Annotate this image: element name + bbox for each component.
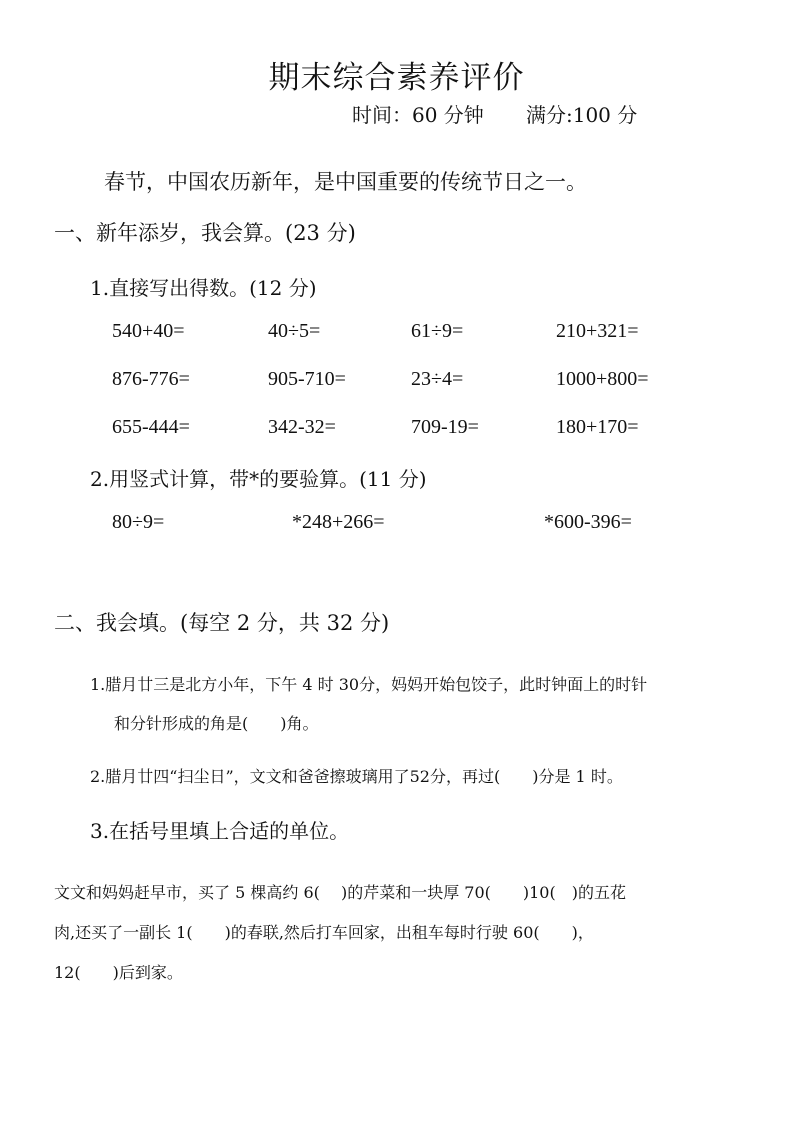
calc-item: 180+170= xyxy=(556,416,639,438)
fill-q2: 2.腊月廿四“扫尘日”，文文和爸爸擦玻璃用了52分，再过( )分是 1 时。 xyxy=(90,767,623,786)
calc-item: 210+321= xyxy=(556,320,639,342)
calc-item: 23÷4= xyxy=(411,368,464,390)
fill-q3-line2: 肉,还买了一副长 1( )的春联,然后打车回家，出租车每时行驶 60( )， xyxy=(54,923,594,942)
calc-item: 876-776= xyxy=(112,368,190,390)
q1-heading: 1.直接写出得数。(12 分) xyxy=(90,276,317,300)
calc-item: 905-710= xyxy=(268,368,346,390)
calc-item: 709-19= xyxy=(411,416,479,438)
fill-q3-heading: 3.在括号里填上合适的单位。 xyxy=(90,819,350,843)
fill-q1-line2: 和分针形成的角是( )角。 xyxy=(114,714,319,733)
section2-heading: 二、我会填。(每空 2 分，共 32 分) xyxy=(54,611,390,635)
section1-heading: 一、新年添岁，我会算。(23 分) xyxy=(54,221,356,245)
calc-item: 540+40= xyxy=(112,320,185,342)
fill-q3-line1: 文文和妈妈赶早市，买了 5 棵高约 6( )的芹菜和一块厚 70( )10( )的五花 xyxy=(54,883,626,902)
calc-item: 61÷9= xyxy=(411,320,464,342)
vertical-calc-item: *600-396= xyxy=(544,511,632,533)
fill-q3-line3: 12( )后到家。 xyxy=(54,963,183,982)
exam-score: 满分:100 分 xyxy=(526,103,638,127)
fill-q1-line1: 1.腊月廿三是北方小年，下午 4 时 30分，妈妈开始包饺子，此时钟面上的时针 xyxy=(90,675,648,694)
calc-item: 655-444= xyxy=(112,416,190,438)
vertical-calc-item: 80÷9= xyxy=(112,511,165,533)
page-title: 期末综合素养评价 xyxy=(268,60,525,96)
vertical-calc-item: *248+266= xyxy=(292,511,385,533)
exam-time: 时间：60 分钟 xyxy=(352,103,484,127)
calc-item: 342-32= xyxy=(268,416,336,438)
q2-heading: 2.用竖式计算，带*的要验算。(11 分) xyxy=(90,467,427,491)
calc-item: 40÷5= xyxy=(268,320,321,342)
calc-item: 1000+800= xyxy=(556,368,649,390)
intro-text: 春节，中国农历新年，是中国重要的传统节日之一。 xyxy=(104,170,587,194)
